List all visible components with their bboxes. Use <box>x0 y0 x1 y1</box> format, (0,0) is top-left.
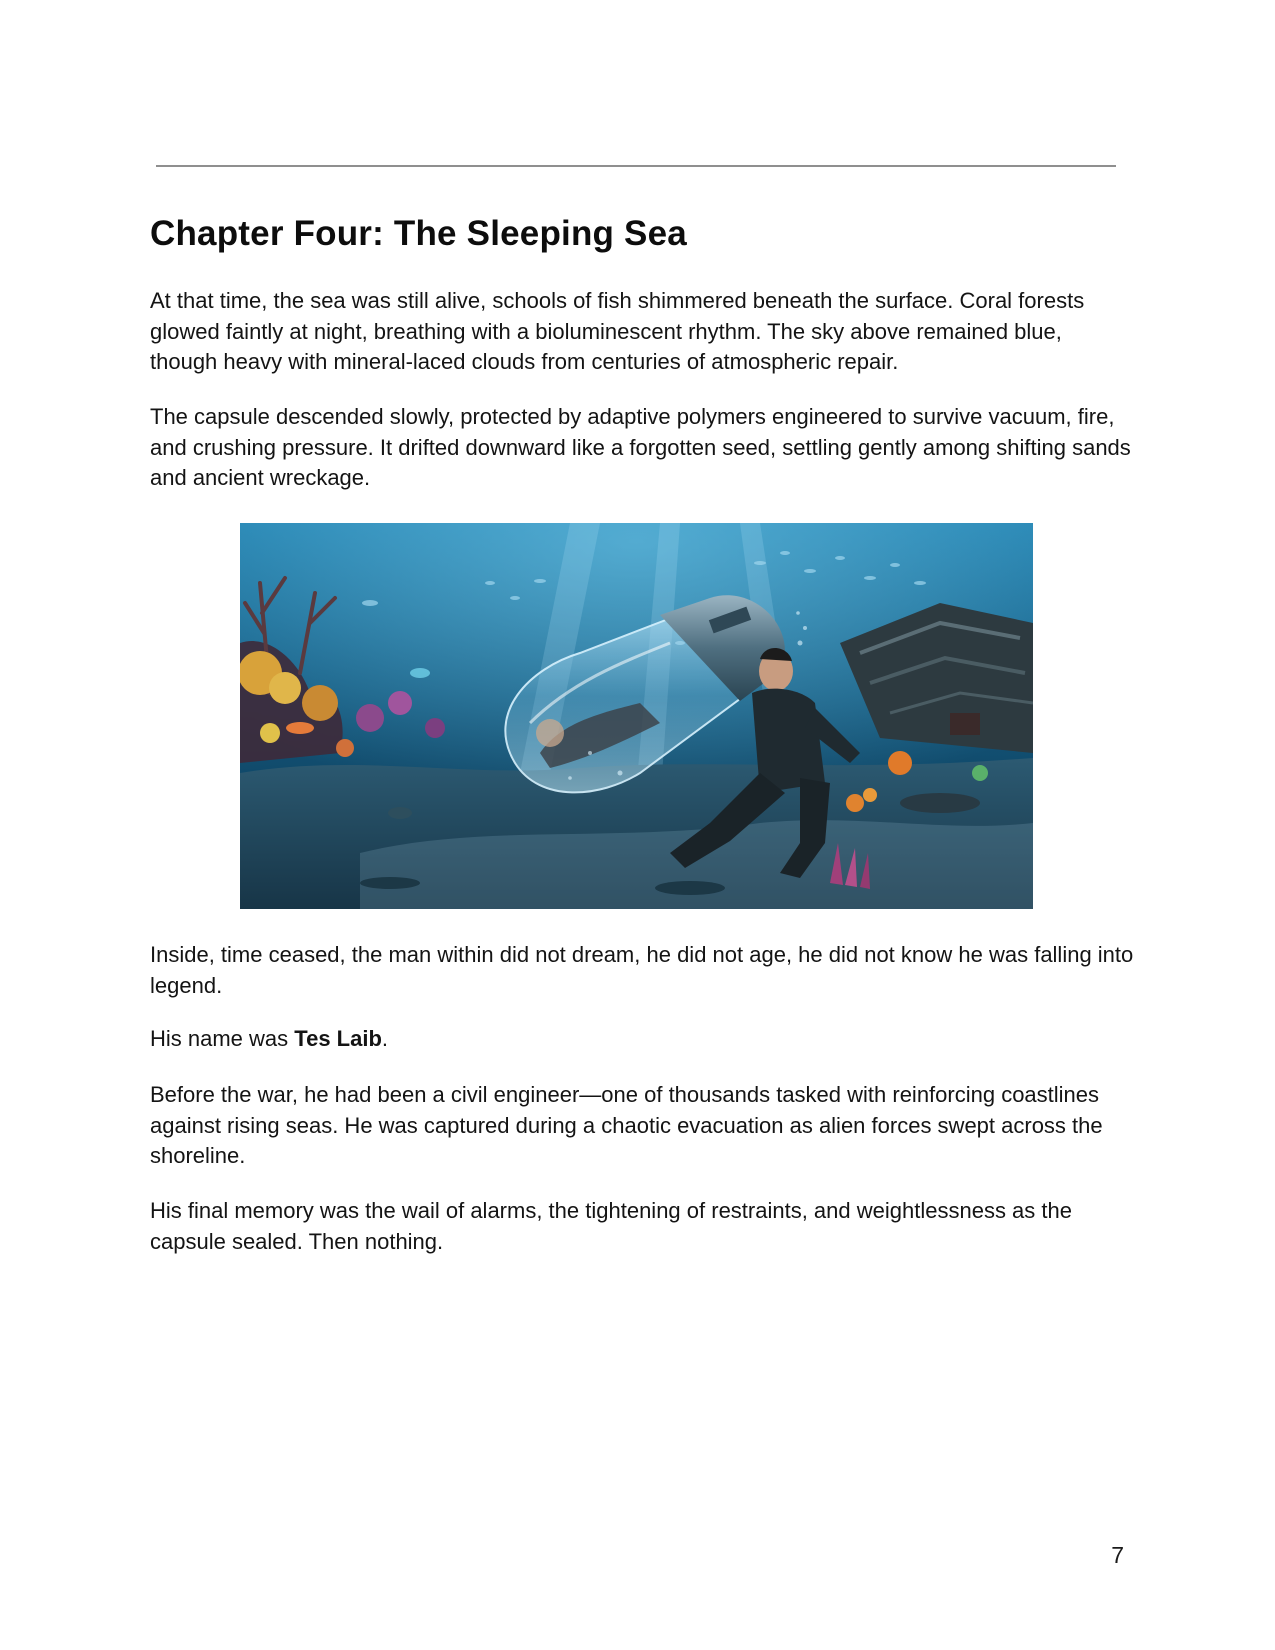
paragraph-final-memory: His final memory was the wail of alarms, the tightening of restraints, and weightlessness as the capsule sealed. Then nothing. <box>150 1198 1072 1254</box>
paragraph-backstory: Before the war, he had been a civil engineer—one of thousands tasked with reinforcing coastlines against rising seas. He was captured during a chaotic evacuation as alien forces swept across the shoreline. <box>150 1082 1103 1168</box>
name-intro-text: His name was <box>150 1026 295 1051</box>
paragraph-sea-alive: At that time, the sea was still alive, schools of fish shimmered beneath the surface. Coral forests glowed faintly at night, breathing with a bioluminescent rhythm. The sky above remained blue, though heavy with mineral-laced clouds from centuries of atmospheric repair. <box>150 288 1085 374</box>
character-name: Tes Laib <box>294 1026 382 1051</box>
header-divider <box>156 165 1116 167</box>
page-number: 7 <box>1111 1542 1124 1568</box>
underwater-capsule-illustration <box>240 523 1033 909</box>
paragraph-time-ceased: Inside, time ceased, the man within did not dream, he did not age, he did not know he was falling into legend. <box>150 942 1134 998</box>
chapter-title: Chapter Four: The Sleeping Sea <box>150 214 687 253</box>
paragraph-capsule-descent: The capsule descended slowly, protected by adaptive polymers engineered to survive vacuum, fire, and crushing pressure. It drifted downward like a forgotten seed, settling gently among shifting sands and ancient wreckage. <box>150 404 1131 490</box>
name-period: . <box>381 1026 389 1051</box>
paragraph-name <box>150 1024 1135 1055</box>
